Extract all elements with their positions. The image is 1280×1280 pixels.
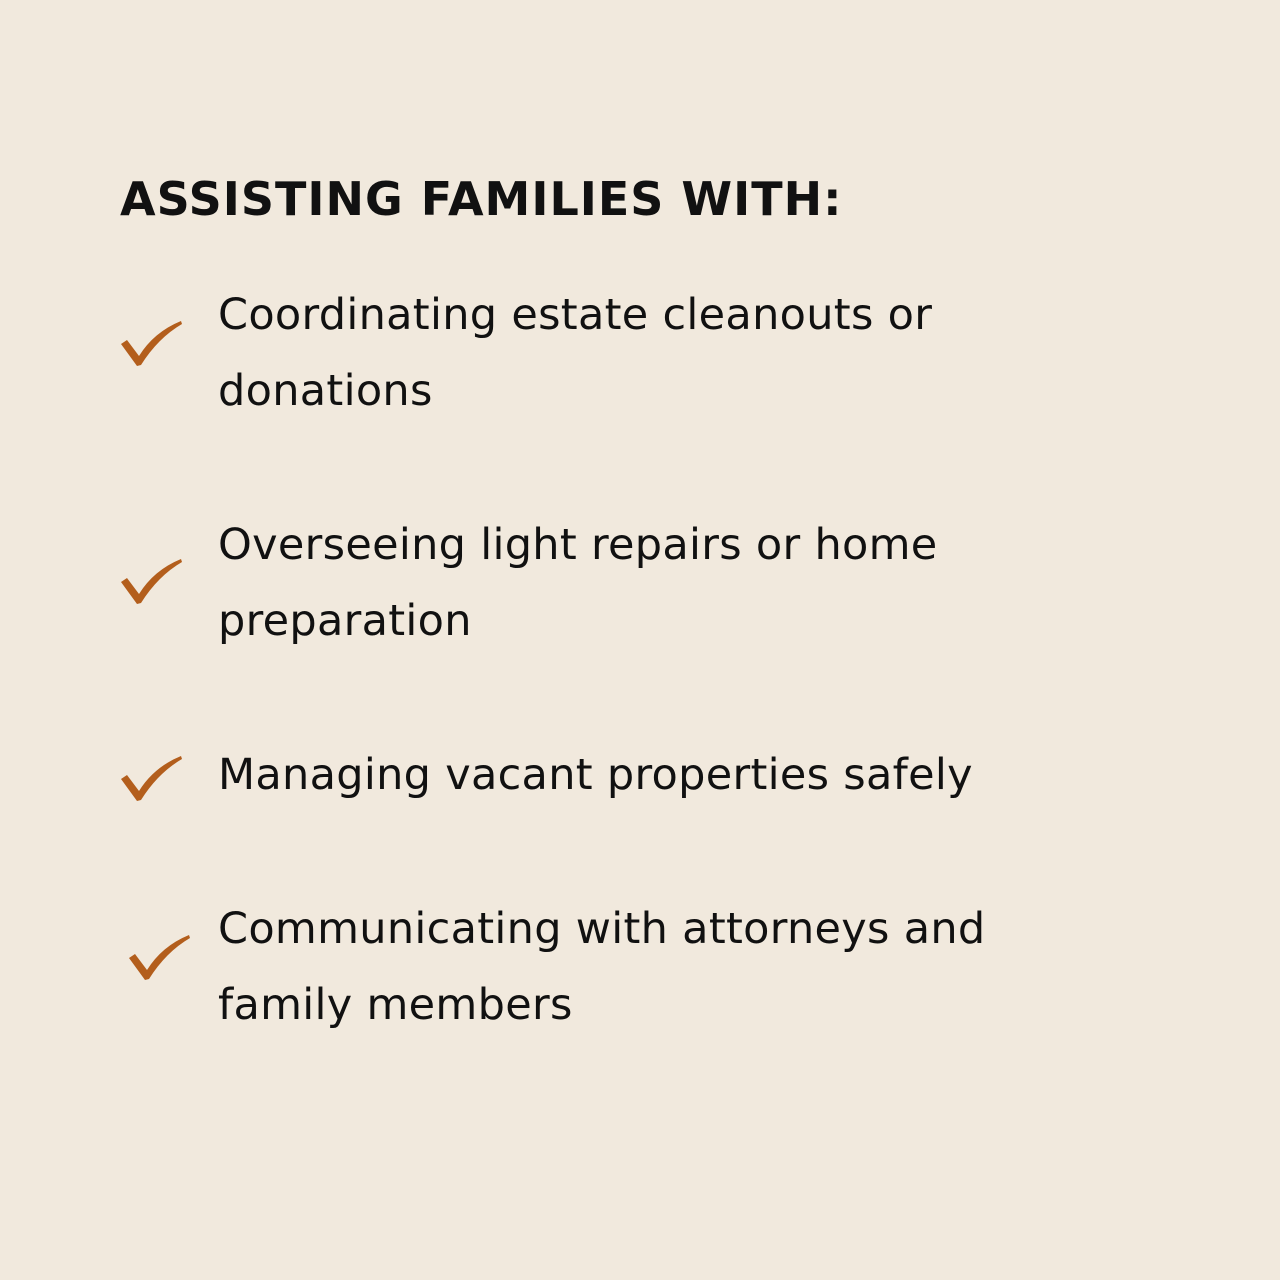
list-item-text [218,891,1118,1043]
list-item-line: donations [218,366,433,416]
checkmark-icon [126,932,192,984]
page-heading: ASSISTING FAMILIES WITH: [120,172,843,226]
list-item-line: Coordinating estate cleanouts or [218,290,933,340]
list-item-text [218,507,1118,659]
list-item-line: preparation [218,596,472,646]
checkmark-icon [118,556,184,608]
list-item-line: family members [218,980,573,1030]
list-item-line: Managing vacant properties safely [218,750,973,800]
list-item-line: Overseeing light repairs or home [218,520,938,570]
checkmark-icon [118,318,184,370]
list-item-text [218,737,1118,813]
list-item-line: Communicating with attorneys and [218,904,986,954]
checkmark-icon [118,753,184,805]
list-item-text [218,277,1118,429]
